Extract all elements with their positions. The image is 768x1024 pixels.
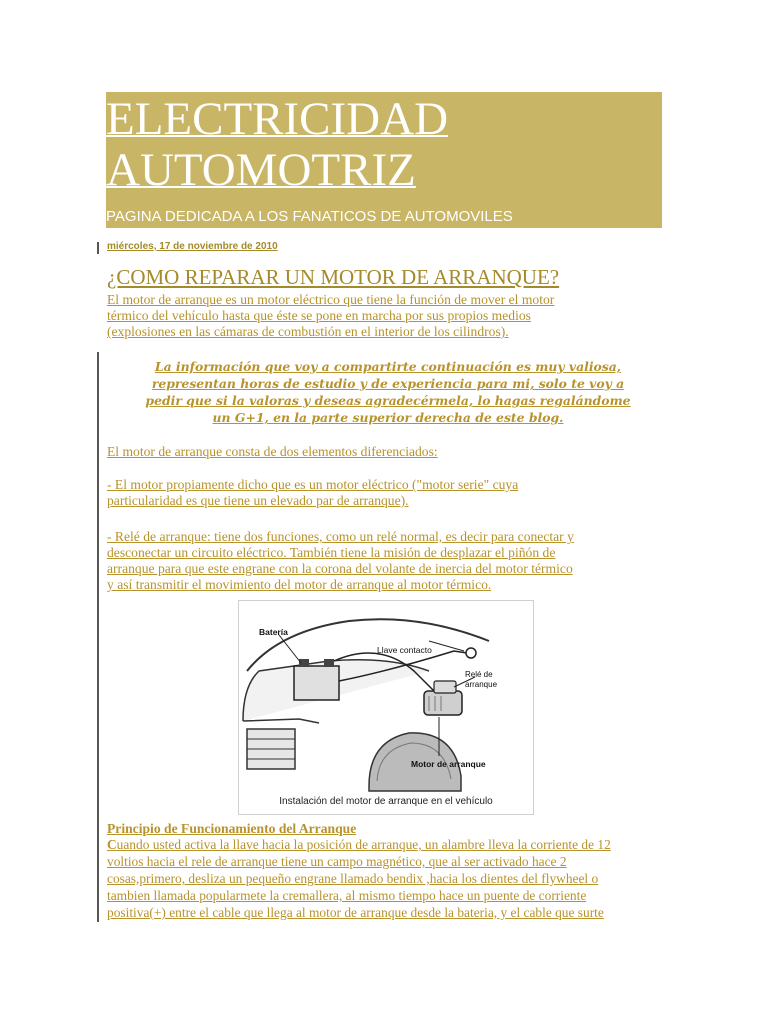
post-date[interactable]: miércoles, 17 de noviembre de 2010: [107, 241, 278, 252]
elements-intro[interactable]: El motor de arranque consta de dos elementos diferenciados:: [107, 444, 438, 459]
notice-line: pedir que si la valoras y deseas agradecérmela, lo hagas regalándome: [145, 393, 631, 408]
element-relay-line: - Relé de arranque: tiene dos funciones, como un relé normal, es decir para conectar y: [107, 529, 574, 544]
section-line: [107, 836, 667, 853]
battery-terminal: [324, 659, 334, 667]
post-title[interactable]: ¿COMO REPARAR UN MOTOR DE ARRANQUE?: [107, 265, 560, 289]
notice-line: La información que voy a compartirte continuación es muy valiosa,: [154, 359, 622, 374]
section-line: cosas,primero, desliza un pequeño engrane llamado bendix ,hacia los dientes del flywheel o: [107, 871, 599, 886]
starter-motor-icon: [424, 691, 462, 715]
key-pointer: [429, 641, 464, 651]
section-line: voltios hacia el rele de arranque tiene un campo magnético, que al ser activado hace 2: [107, 854, 567, 869]
element-motor-line: - El motor propiamente dicho que es un motor eléctrico ("motor serie" cuya: [107, 477, 519, 492]
motor-label: Motor de arranque: [411, 759, 486, 769]
battery-icon: [294, 666, 339, 700]
section-line-text: uando usted activa la llave hacia la posición de arranque, un alambre lleva la corriente de 12: [116, 837, 611, 852]
blog-subtitle: PAGINA DEDICADA A LOS FANATICOS DE AUTOMOVILES: [106, 208, 513, 225]
blog-header: [106, 92, 662, 228]
relay-label-1: Relé de: [465, 670, 493, 679]
battery-pointer: [279, 635, 301, 663]
gplus-notice[interactable]: [112, 358, 664, 426]
element-relay-line: y así transmitir el movimiento del motor de arranque al motor térmico.: [107, 577, 492, 592]
blog-title[interactable]: ELECTRICIDAD AUTOMOTRIZ: [106, 93, 449, 196]
element-relay[interactable]: [107, 529, 667, 593]
figure-caption: Instalación del motor de arranque en el vehículo: [279, 796, 493, 807]
notice-line: un G+1, en la parte superior derecha de este blog.: [212, 410, 564, 425]
car-fender: [243, 719, 319, 723]
intro-line: El motor de arranque es un motor eléctrico que tiene la función de mover el motor: [107, 292, 555, 307]
element-relay-line: desconectar un circuito eléctrico. También tiene la misión de desplazar el piñón de: [107, 545, 556, 560]
key-label: Llave contacto: [377, 645, 432, 655]
intro-line: (explosiones en las cámaras de combustión en el interior de los cilindros).: [107, 324, 509, 339]
intro-line: térmico del vehículo hasta que éste se pone en marcha por sus propios medios: [107, 308, 531, 323]
element-motor[interactable]: [107, 477, 667, 509]
relay-icon: [434, 681, 456, 693]
intro-paragraph[interactable]: [107, 292, 667, 340]
left-rule-main: [97, 352, 99, 922]
element-motor-line: particularidad es que tiene un elevado par de arranque).: [107, 493, 409, 508]
section-line: tambien llamada popularmete la cremallera, al mismo tiempo hace un puente de corriente: [107, 888, 587, 903]
section-body[interactable]: [107, 836, 667, 921]
ignition-key-icon: [466, 648, 476, 658]
section-line: positiva(+) entre el cable que llega al motor de arranque desde la bateria, y el cable que surte: [107, 905, 604, 920]
dropcap: C: [107, 837, 117, 852]
car-diagram: [239, 601, 533, 814]
battery-label: Batería: [259, 627, 288, 637]
starter-installation-figure: [238, 600, 534, 815]
element-relay-line: arranque para que este engrane con la corona del volante de inercia del motor térmico: [107, 561, 573, 576]
relay-label-2: arranque: [465, 680, 498, 689]
left-rule-top: [97, 242, 99, 254]
notice-line: representan horas de estudio y de experiencia para mi, solo te voy a: [151, 376, 625, 391]
section-heading[interactable]: Principio de Funcionamiento del Arranque: [107, 821, 357, 836]
